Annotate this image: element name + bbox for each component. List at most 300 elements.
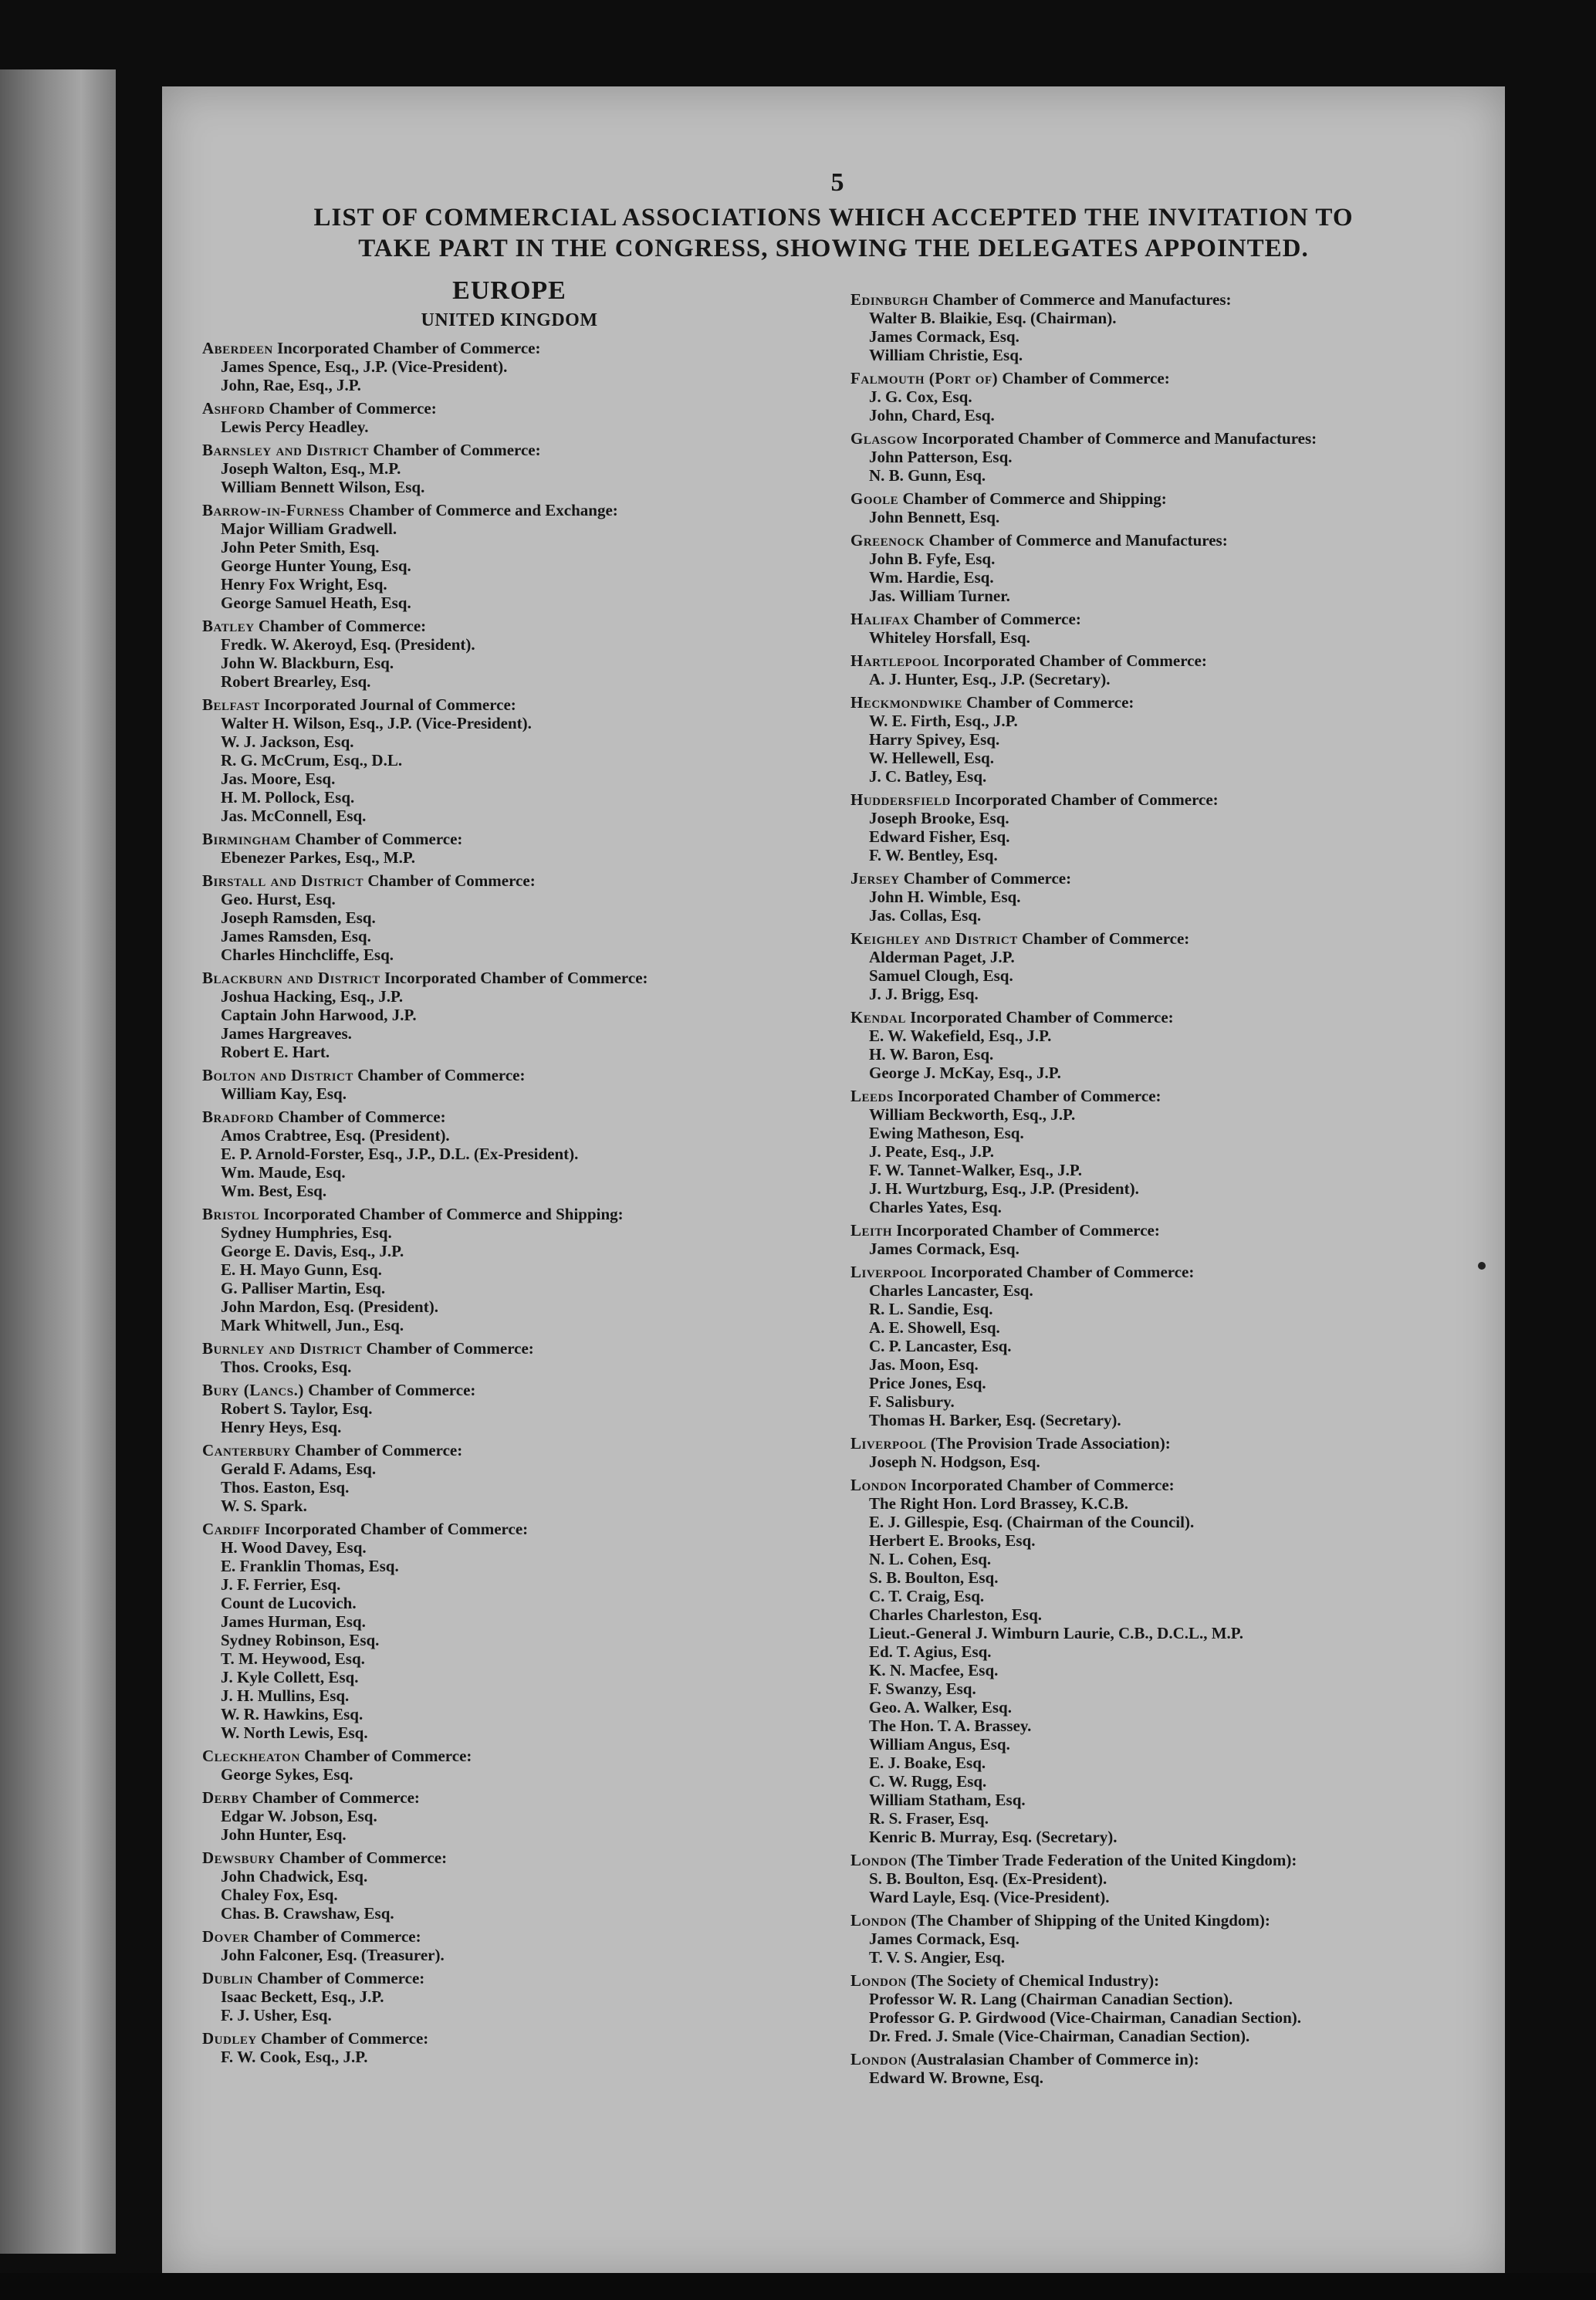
delegate-name: John Peter Smith, Esq. <box>221 538 380 556</box>
delegate-name: E. H. Mayo Gunn, Esq. <box>221 1260 382 1279</box>
association-entry <box>201 339 818 394</box>
delegate-name: James Cormack, Esq. <box>869 327 1019 346</box>
delegate-name: Joshua Hacking, Esq., J.P. <box>221 987 404 1006</box>
association-list-right <box>849 290 1482 2087</box>
association-heading <box>201 1066 818 1084</box>
delegate-name: James Cormack, Esq. <box>869 1930 1019 1948</box>
delegate-list <box>201 1538 818 1742</box>
delegate-name: Robert E. Hart. <box>221 1043 330 1061</box>
delegate-name: C. T. Craig, Esq. <box>869 1587 985 1605</box>
association-city: Heckmondwike <box>850 693 962 712</box>
delegate-name: E. P. Arnold-Forster, Esq., J.P., D.L. (Ex-President). <box>221 1145 579 1163</box>
association-heading <box>201 695 818 714</box>
association-heading <box>201 969 818 987</box>
association-body: Chamber of Commerce and Manufactures: <box>928 531 1228 550</box>
delegate-name: John B. Fyfe, Esq. <box>869 550 996 568</box>
association-heading <box>201 1969 818 1987</box>
association-heading <box>201 441 818 459</box>
association-body: Chamber of Commerce: <box>357 1066 526 1084</box>
delegate-list <box>849 1869 1482 1906</box>
association-heading <box>849 1851 1482 1869</box>
association-entry <box>849 1008 1482 1082</box>
delegate-name: W. R. Hawkins, Esq. <box>221 1705 363 1723</box>
association-entry <box>849 1434 1482 1471</box>
delegate-name: Ewing Matheson, Esq. <box>869 1124 1024 1142</box>
association-heading <box>201 617 818 635</box>
association-list-left <box>201 339 818 2066</box>
association-entry <box>201 969 818 1061</box>
association-body: Incorporated Chamber of Commerce: <box>264 1520 529 1538</box>
delegate-name: Charles Lancaster, Esq. <box>869 1281 1033 1300</box>
association-body: Chamber of Commerce: <box>913 610 1081 628</box>
delegate-name: Captain John Harwood, J.P. <box>221 1006 417 1024</box>
association-heading <box>201 339 818 357</box>
ink-speck <box>1478 1262 1486 1270</box>
delegate-name: F. Salisbury. <box>869 1392 955 1411</box>
delegate-name: Harry Spivey, Esq. <box>869 730 1000 749</box>
delegate-list <box>201 987 818 1061</box>
delegate-list <box>849 508 1482 526</box>
delegate-list <box>201 418 818 436</box>
delegate-name: Count de Lucovich. <box>221 1594 357 1612</box>
association-body: Chamber of Commerce: <box>295 830 463 848</box>
delegate-name: W. J. Jackson, Esq. <box>221 732 354 751</box>
delegate-name: Joseph N. Hodgson, Esq. <box>869 1453 1040 1471</box>
delegate-name: Ebenezer Parkes, Esq., M.P. <box>221 848 415 867</box>
delegate-name: George Hunter Young, Esq. <box>221 556 411 575</box>
delegate-name: Price Jones, Esq. <box>869 1374 986 1392</box>
association-entry <box>201 871 818 964</box>
association-entry <box>201 1381 818 1436</box>
association-heading <box>201 399 818 418</box>
association-entry <box>849 429 1482 485</box>
association-entry <box>849 1851 1482 1906</box>
association-body: Chamber of Commerce: <box>294 1441 463 1459</box>
association-heading <box>849 790 1482 809</box>
association-city: London <box>850 2050 907 2068</box>
delegate-name: F. W. Bentley, Esq. <box>869 846 998 864</box>
association-body: Chamber of Commerce: <box>256 1969 425 1987</box>
document-heading <box>201 202 1466 264</box>
delegate-list <box>201 2048 818 2066</box>
association-body: Chamber of Commerce and Shipping: <box>902 489 1167 508</box>
delegate-name: Edgar W. Jobson, Esq. <box>221 1807 377 1825</box>
association-city: Blackburn and District <box>202 969 380 987</box>
delegate-name: George J. McKay, Esq., J.P. <box>869 1064 1061 1082</box>
association-entry <box>201 695 818 825</box>
delegate-name: The Hon. T. A. Brassey. <box>869 1717 1032 1735</box>
delegate-name: F. W. Cook, Esq., J.P. <box>221 2048 368 2066</box>
delegate-list <box>849 1494 1482 1846</box>
delegate-name: Wm. Maude, Esq. <box>221 1163 346 1182</box>
delegate-name: Jas. William Turner. <box>869 587 1010 605</box>
heading-line-1: LIST OF COMMERCIAL ASSOCIATIONS WHICH ACCEPTED THE INVITATION TO <box>313 204 1354 232</box>
delegate-list <box>849 1930 1482 1967</box>
association-heading <box>201 1339 818 1358</box>
delegate-name: Joseph Ramsden, Esq. <box>221 908 376 927</box>
association-entry <box>201 501 818 612</box>
delegate-name: Thos. Crooks, Esq. <box>221 1358 352 1376</box>
delegate-name: S. B. Boulton, Esq. (Ex-President). <box>869 1869 1107 1888</box>
delegate-name: F. W. Tannet-Walker, Esq., J.P. <box>869 1161 1083 1179</box>
delegate-name: W. S. Spark. <box>221 1497 307 1515</box>
association-heading <box>849 1434 1482 1453</box>
association-heading <box>201 1788 818 1807</box>
delegate-name: James Spence, Esq., J.P. (Vice-President). <box>221 357 508 376</box>
association-heading <box>849 1263 1482 1281</box>
association-heading <box>201 830 818 848</box>
association-heading <box>849 531 1482 550</box>
delegate-name: Fredk. W. Akeroyd, Esq. (President). <box>221 635 475 654</box>
association-heading <box>849 1221 1482 1240</box>
association-heading <box>201 2029 818 2048</box>
delegate-name: A. E. Showell, Esq. <box>869 1318 1000 1337</box>
delegate-name: Joseph Brooke, Esq. <box>869 809 1009 827</box>
delegate-list <box>849 387 1482 424</box>
association-city: Liverpool <box>850 1434 927 1453</box>
association-body: Chamber of Commerce: <box>252 1788 420 1807</box>
delegate-name: Sydney Robinson, Esq. <box>221 1631 380 1649</box>
delegate-name: Kenric B. Murray, Esq. (Secretary). <box>869 1828 1118 1846</box>
association-entry <box>849 929 1482 1003</box>
association-heading <box>849 651 1482 670</box>
delegate-list <box>201 519 818 612</box>
association-city: Keighley and District <box>850 929 1018 948</box>
association-entry <box>849 651 1482 688</box>
delegate-name: H. W. Baron, Esq. <box>869 1045 994 1064</box>
association-heading <box>201 1927 818 1946</box>
association-city: Goole <box>850 489 899 508</box>
association-city: Leith <box>850 1221 893 1240</box>
delegate-name: Lieut.-General J. Wimburn Laurie, C.B., D.C.L., M.P. <box>869 1624 1243 1642</box>
heading-line-2: TAKE PART IN THE CONGRESS, SHOWING THE DELEGATES APPOINTED. <box>358 235 1309 262</box>
right-column <box>849 286 1482 2087</box>
delegate-name: W. E. Firth, Esq., J.P. <box>869 712 1018 730</box>
delegate-name: Wm. Best, Esq. <box>221 1182 327 1200</box>
delegate-name: J. H. Wurtzburg, Esq., J.P. (President). <box>869 1179 1139 1198</box>
association-heading <box>849 2050 1482 2068</box>
delegate-name: R. G. McCrum, Esq., D.L. <box>221 751 403 769</box>
delegate-name: James Ramsden, Esq. <box>221 927 371 945</box>
delegate-name: John Falconer, Esq. (Treasurer). <box>221 1946 445 1964</box>
association-city: London <box>850 1911 907 1930</box>
delegate-list <box>849 1453 1482 1471</box>
delegate-list <box>849 712 1482 786</box>
association-entry <box>201 617 818 691</box>
association-entry <box>849 869 1482 925</box>
delegate-name: Jas. Moon, Esq. <box>869 1355 979 1374</box>
delegate-list <box>849 1105 1482 1216</box>
association-city: Cardiff <box>202 1520 261 1538</box>
association-city: Dewsbury <box>202 1848 276 1867</box>
delegate-list <box>201 1223 818 1334</box>
delegate-list <box>201 1765 818 1784</box>
association-heading <box>849 1971 1482 1990</box>
delegate-list <box>201 1807 818 1844</box>
association-entry <box>849 693 1482 786</box>
association-heading <box>201 1520 818 1538</box>
delegate-name: William Beckworth, Esq., J.P. <box>869 1105 1076 1124</box>
association-city: Greenock <box>850 531 925 550</box>
delegate-name: John Chadwick, Esq. <box>221 1867 368 1886</box>
association-city: Belfast <box>202 695 260 714</box>
association-entry <box>849 1911 1482 1967</box>
delegate-name: John Bennett, Esq. <box>869 508 1000 526</box>
delegate-name: Jas. Collas, Esq. <box>869 906 982 925</box>
association-city: Birstall and District <box>202 871 364 890</box>
association-heading <box>849 1008 1482 1027</box>
association-body: (The Society of Chemical Industry): <box>911 1971 1160 1990</box>
association-city: Birmingham <box>202 830 291 848</box>
delegate-list <box>201 714 818 825</box>
association-city: Leeds <box>850 1087 894 1105</box>
delegate-name: Lewis Percy Headley. <box>221 418 369 436</box>
association-heading <box>849 610 1482 628</box>
association-city: Bolton and District <box>202 1066 353 1084</box>
association-body: (The Timber Trade Federation of the United Kingdom): <box>911 1851 1297 1869</box>
association-body: Chamber of Commerce: <box>367 871 536 890</box>
delegate-list <box>849 448 1482 485</box>
association-heading <box>849 489 1482 508</box>
association-entry <box>849 1087 1482 1216</box>
association-entry <box>201 1747 818 1784</box>
association-body: Chamber of Commerce: <box>903 869 1072 888</box>
delegate-name: Jas. Moore, Esq. <box>221 769 336 788</box>
delegate-name: Thos. Easton, Esq. <box>221 1478 350 1497</box>
delegate-name: William Christie, Esq. <box>869 346 1023 364</box>
delegate-name: F. J. Usher, Esq. <box>221 2006 332 2024</box>
delegate-name: J. C. Batley, Esq. <box>869 767 987 786</box>
delegate-list <box>201 1084 818 1103</box>
delegate-name: A. J. Hunter, Esq., J.P. (Secretary). <box>869 670 1111 688</box>
delegate-name: Isaac Beckett, Esq., J.P. <box>221 1987 384 2006</box>
association-city: Dublin <box>202 1969 253 1987</box>
delegate-name: F. Swanzy, Esq. <box>869 1679 976 1698</box>
delegate-name: Charles Yates, Esq. <box>869 1198 1002 1216</box>
delegate-name: Edward W. Browne, Esq. <box>869 2068 1044 2087</box>
association-city: Aberdeen <box>202 339 273 357</box>
delegate-name: Whiteley Horsfall, Esq. <box>869 628 1030 647</box>
delegate-name: N. L. Cohen, Esq. <box>869 1550 992 1568</box>
delegate-list <box>849 948 1482 1003</box>
association-city: Edinburgh <box>850 290 929 309</box>
delegate-name: James Cormack, Esq. <box>869 1240 1019 1258</box>
adjacent-page-edge <box>0 69 116 2254</box>
delegate-name: J. Kyle Collett, Esq. <box>221 1668 359 1686</box>
association-entry <box>849 531 1482 605</box>
delegate-list <box>201 1399 818 1436</box>
region-heading: EUROPE <box>452 276 566 305</box>
association-body: Chamber of Commerce and Manufactures: <box>932 290 1232 309</box>
delegate-name: Professor W. R. Lang (Chairman Canadian Section). <box>869 1990 1233 2008</box>
association-body: Incorporated Chamber of Commerce and Manufactures: <box>921 429 1317 448</box>
association-body: Incorporated Chamber of Commerce: <box>955 790 1219 809</box>
delegate-name: George Samuel Heath, Esq. <box>221 594 411 612</box>
association-entry <box>201 1339 818 1376</box>
association-city: Derby <box>202 1788 249 1807</box>
association-city: Bristol <box>202 1205 259 1223</box>
association-heading <box>849 290 1482 309</box>
association-entry <box>849 790 1482 864</box>
association-entry <box>201 1108 818 1200</box>
association-body: Incorporated Chamber of Commerce: <box>930 1263 1195 1281</box>
association-entry <box>201 399 818 436</box>
association-body: Incorporated Chamber of Commerce and Shipping: <box>263 1205 624 1223</box>
delegate-name: R. L. Sandie, Esq. <box>869 1300 993 1318</box>
association-heading <box>849 929 1482 948</box>
delegate-name: Henry Fox Wright, Esq. <box>221 575 387 594</box>
association-heading <box>849 693 1482 712</box>
delegate-name: Wm. Hardie, Esq. <box>869 568 994 587</box>
delegate-name: Samuel Clough, Esq. <box>869 966 1013 985</box>
delegate-list <box>849 809 1482 864</box>
delegate-list <box>849 2068 1482 2087</box>
association-city: Canterbury <box>202 1441 291 1459</box>
delegate-list <box>849 628 1482 647</box>
delegate-list <box>201 848 818 867</box>
association-heading <box>849 1087 1482 1105</box>
delegate-list <box>201 459 818 496</box>
association-entry <box>849 369 1482 424</box>
association-body: Chamber of Commerce: <box>260 2029 429 2048</box>
association-entry <box>849 610 1482 647</box>
association-body: Chamber of Commerce: <box>966 693 1134 712</box>
delegate-list <box>201 635 818 691</box>
association-heading <box>849 869 1482 888</box>
left-column <box>201 276 818 2066</box>
association-body: Chamber of Commerce: <box>1021 929 1190 948</box>
delegate-name: William Kay, Esq. <box>221 1084 347 1103</box>
delegate-name: Edward Fisher, Esq. <box>869 827 1010 846</box>
delegate-name: J. G. Cox, Esq. <box>869 387 972 406</box>
association-city: Dudley <box>202 2029 257 2048</box>
association-city: Hartlepool <box>850 651 939 670</box>
delegate-list <box>201 1946 818 1964</box>
delegate-name: E. Franklin Thomas, Esq. <box>221 1557 399 1575</box>
delegate-name: Major William Gradwell. <box>221 519 397 538</box>
delegate-name: Sydney Humphries, Esq. <box>221 1223 392 1242</box>
association-entry <box>201 1441 818 1515</box>
delegate-name: Geo. Hurst, Esq. <box>221 890 336 908</box>
association-body: Incorporated Chamber of Commerce: <box>896 1221 1160 1240</box>
delegate-name: C. W. Rugg, Esq. <box>869 1772 987 1791</box>
association-body: Incorporated Journal of Commerce: <box>264 695 516 714</box>
delegate-list <box>201 1867 818 1923</box>
delegate-name: Thomas H. Barker, Esq. (Secretary). <box>869 1411 1121 1429</box>
association-heading <box>201 1381 818 1399</box>
association-body: Chamber of Commerce: <box>373 441 541 459</box>
delegate-name: Henry Heys, Esq. <box>221 1418 342 1436</box>
delegate-name: T. M. Heywood, Esq. <box>221 1649 365 1668</box>
delegate-name: E. J. Gillespie, Esq. (Chairman of the Council). <box>869 1513 1195 1531</box>
delegate-list <box>849 888 1482 925</box>
association-heading <box>201 501 818 519</box>
association-heading <box>201 1848 818 1867</box>
delegate-name: E. J. Boake, Esq. <box>869 1754 986 1772</box>
delegate-name: C. P. Lancaster, Esq. <box>869 1337 1012 1355</box>
association-city: London <box>850 1476 907 1494</box>
association-city: London <box>850 1971 907 1990</box>
association-heading <box>849 429 1482 448</box>
association-body: Incorporated Chamber of Commerce: <box>943 651 1207 670</box>
association-city: Jersey <box>850 869 900 888</box>
delegate-name: Mark Whitwell, Jun., Esq. <box>221 1316 404 1334</box>
delegate-name: Gerald F. Adams, Esq. <box>221 1459 377 1478</box>
association-body: (The Chamber of Shipping of the United Kingdom): <box>911 1911 1270 1930</box>
delegate-name: E. W. Wakefield, Esq., J.P. <box>869 1027 1052 1045</box>
delegate-name: Chaley Fox, Esq. <box>221 1886 338 1904</box>
delegate-name: Alderman Paget, J.P. <box>869 948 1015 966</box>
delegate-name: Charles Hinchcliffe, Esq. <box>221 945 394 964</box>
delegate-name: S. B. Boulton, Esq. <box>869 1568 999 1587</box>
delegate-name: W. Hellewell, Esq. <box>869 749 994 767</box>
association-heading <box>201 871 818 890</box>
association-heading <box>201 1205 818 1223</box>
delegate-name: John W. Blackburn, Esq. <box>221 654 394 672</box>
delegate-name: Professor G. P. Girdwood (Vice-Chairman, Canadian Section). <box>869 2008 1301 2027</box>
association-entry <box>849 1476 1482 1846</box>
delegate-name: T. V. S. Angier, Esq. <box>869 1948 1006 1967</box>
delegate-name: Ward Layle, Esq. (Vice-President). <box>869 1888 1110 1906</box>
delegate-name: K. N. Macfee, Esq. <box>869 1661 999 1679</box>
delegate-name: George E. Davis, Esq., J.P. <box>221 1242 404 1260</box>
delegate-name: N. B. Gunn, Esq. <box>869 466 986 485</box>
association-entry <box>201 830 818 867</box>
association-entry <box>849 290 1482 364</box>
association-city: Dover <box>202 1927 250 1946</box>
association-entry <box>849 1971 1482 2045</box>
association-body: Chamber of Commerce: <box>304 1747 472 1765</box>
association-entry <box>201 1520 818 1742</box>
delegate-name: Geo. A. Walker, Esq. <box>869 1698 1012 1717</box>
association-city: Falmouth (Port of) <box>850 369 999 387</box>
association-city: London <box>850 1851 907 1869</box>
delegate-name: Herbert E. Brooks, Esq. <box>869 1531 1036 1550</box>
association-city: Liverpool <box>850 1263 927 1281</box>
association-entry <box>201 1969 818 2024</box>
delegate-name: H. M. Pollock, Esq. <box>221 788 355 807</box>
association-body: Chamber of Commerce: <box>1002 369 1170 387</box>
delegate-list <box>849 550 1482 605</box>
association-entry <box>201 1205 818 1334</box>
association-city: Halifax <box>850 610 910 628</box>
association-heading <box>201 1441 818 1459</box>
association-body: Chamber of Commerce: <box>308 1381 476 1399</box>
delegate-list <box>201 1987 818 2024</box>
association-city: Barnsley and District <box>202 441 370 459</box>
delegate-name: R. S. Fraser, Esq. <box>869 1809 989 1828</box>
association-entry <box>201 2029 818 2066</box>
delegate-list <box>201 1126 818 1200</box>
association-entry <box>201 441 818 496</box>
association-body: Chamber of Commerce: <box>258 617 427 635</box>
association-body: Chamber of Commerce: <box>278 1108 446 1126</box>
country-heading: UNITED KINGDOM <box>421 310 598 330</box>
delegate-name: William Angus, Esq. <box>869 1735 1010 1754</box>
delegate-name: John, Chard, Esq. <box>869 406 995 424</box>
delegate-name: The Right Hon. Lord Brassey, K.C.B. <box>869 1494 1129 1513</box>
delegate-list <box>849 309 1482 364</box>
delegate-name: H. Wood Davey, Esq. <box>221 1538 367 1557</box>
association-body: Incorporated Chamber of Commerce: <box>897 1087 1161 1105</box>
page-number: 5 <box>830 168 844 197</box>
delegate-list <box>849 1240 1482 1258</box>
association-body: (Australasian Chamber of Commerce in): <box>911 2050 1199 2068</box>
association-body: Incorporated Chamber of Commerce: <box>384 969 648 987</box>
association-city: Cleckheaton <box>202 1747 300 1765</box>
delegate-name: Joseph Walton, Esq., M.P. <box>221 459 401 478</box>
association-entry <box>849 489 1482 526</box>
